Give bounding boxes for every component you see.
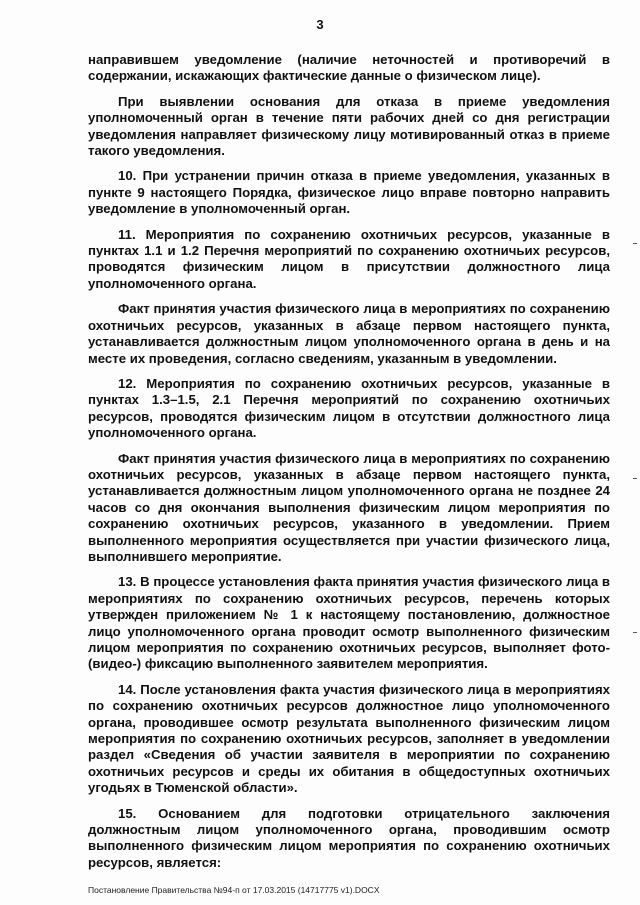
scan-margin-mark — [633, 478, 637, 479]
paragraph-14: 14. После установления факта участия физического лица в мероприятиях по сохранению охотничьих ресурсов должностное лицо уполномоченного органа, проводившее осмотр результата выполненного физическим лицом мероприятия по сохранению охотничьих ресурсов, заполняет в уведомлении раздел «Сведения об участии заявителя в мероприятии по сохранению охотничьих ресурсов и среды их обитания в общедоступных охотничьих угодьях в Тюменской области». — [88, 681, 610, 796]
paragraph-11-fact: Факт принятия участия физического лица в мероприятиях по сохранению охотничьих ресурсов, указанных в абзаце первом настоящего пункта, устанавливается должностным лицом уполномоченного органа в день и на месте их проведения, согласно сведениям, указанным в уведомлении. — [88, 301, 610, 366]
document-footer: Постановление Правительства №94-п от 17.03.2015 (14717775 v1).DOCX — [88, 885, 380, 895]
paragraph-15: 15. Основанием для подготовки отрицательного заключения должностным лицом уполномоченного органа, проводившим осмотр выполненного физическим лицом мероприятия по сохранению охотничьих ресурсов, является: — [88, 805, 610, 870]
paragraph-refusal: При выявлении основания для отказа в приеме уведомления уполномоченный орган в течение пяти рабочих дней со дня регистрации уведомления направляет физическому лицу мотивированный отказ в приеме такого уведомления. — [88, 93, 610, 159]
paragraph-13: 13. В процессе установления факта принятия участия физического лица в мероприятиях по сохранению охотничьих ресурсов, перечень которых утвержден приложением № 1 к настоящему постановлению, должностное лицо уполномоченного органа проводит осмотр выполненного физическим лицом мероприятия по сохранению охотничьих ресурсов, выполняет фото-(видео-) фиксацию выполненного заявителем мероприятия. — [88, 574, 610, 672]
paragraph-continuation: направившем уведомление (наличие неточностей и противоречий в содержании, искажающих фактические данные о физическом лице). — [88, 52, 610, 84]
paragraph-12-fact: Факт принятия участия физического лица в мероприятиях по сохранению охотничьих ресурсов, указанных в абзаце первом настоящего пункта, устанавливается должностным лицом уполномоченного органа не позднее 24 часов со дня окончания выполнения физическим лицом мероприятия по сохранению охотничьих ресурсов, указанного в уведомлении. Прием выполненного мероприятия осуществляется при участии физического лица, выполнившего мероприятие. — [88, 450, 610, 564]
page-number: 3 — [316, 17, 324, 32]
paragraph-11: 11. Мероприятия по сохранению охотничьих ресурсов, указанные в пунктах 1.1 и 1.2 Перечня мероприятий по сохранению охотничьих ресурсов, проводятся физическим лицом в присутствии должностного лица уполномоченного органа. — [88, 226, 610, 291]
document-body — [88, 52, 610, 880]
scan-margin-mark — [633, 243, 637, 244]
paragraph-10: 10. При устранении причин отказа в приеме уведомления, указанных в пункте 9 настоящего Порядка, физическое лицо вправе повторно направить уведомление в уполномоченный орган. — [88, 168, 610, 217]
paragraph-12: 12. Мероприятия по сохранению охотничьих ресурсов, указанные в пунктах 1.3–1.5, 2.1 Перечня мероприятий по сохранению охотничьих ресурсов, проводятся физическим лицом в отсутствии должностного лица уполномоченного органа. — [88, 375, 610, 441]
scan-margin-mark — [633, 632, 637, 633]
